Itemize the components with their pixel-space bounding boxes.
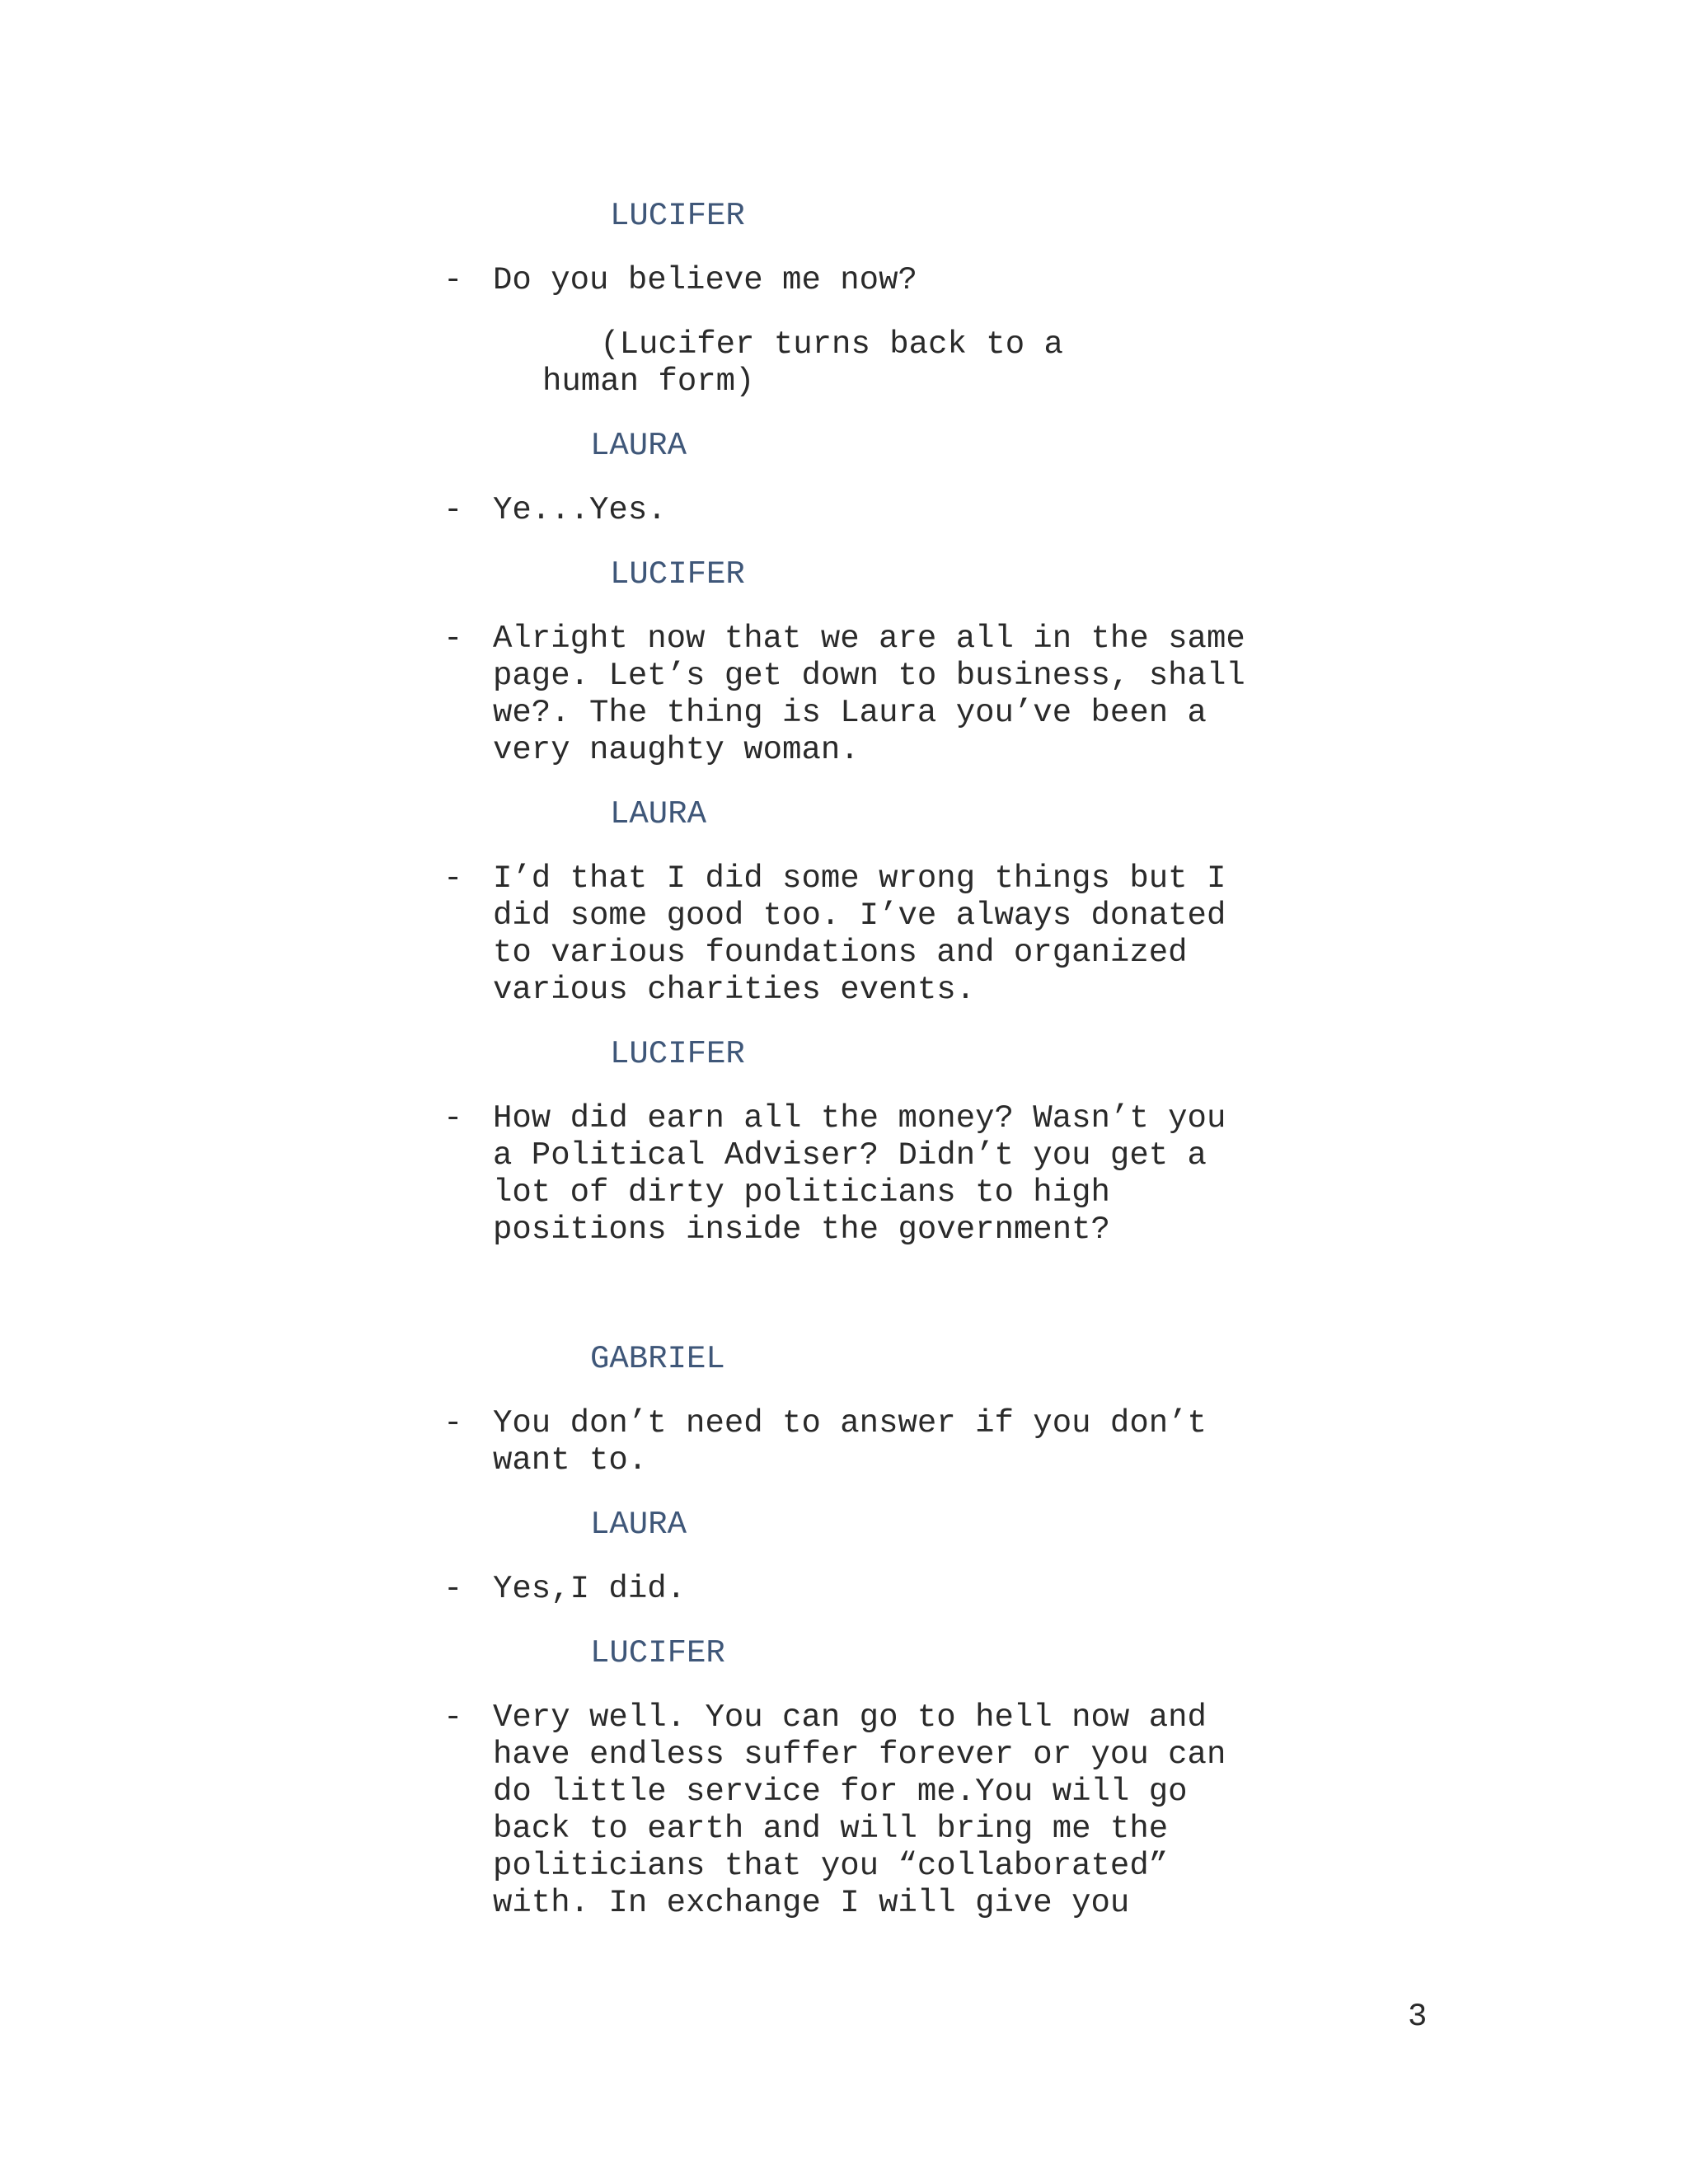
dialogue-line: politicians that you “collaborated” xyxy=(493,1848,1169,1884)
dialogue-line: very naughty woman. xyxy=(493,732,860,768)
character-name: LUCIFER xyxy=(610,556,745,593)
dialogue-line: do little service for me.You will go xyxy=(493,1774,1188,1810)
dialogue-line: How did earn all the money? Wasn’t you xyxy=(493,1100,1226,1137)
dialogue-line: want to. xyxy=(493,1442,648,1479)
character-name: LAURA xyxy=(590,428,687,464)
dialogue-line: a Political Adviser? Didn’t you get a xyxy=(493,1137,1207,1174)
dialogue-line: Do you believe me now? xyxy=(493,262,917,298)
dialogue-dash: - xyxy=(443,1571,463,1607)
dialogue-dash: - xyxy=(443,262,463,298)
dialogue-line: did some good too. I’ve always donated xyxy=(493,898,1226,934)
character-name: LAURA xyxy=(590,1507,687,1543)
dialogue-line: with. In exchange I will give you xyxy=(493,1885,1130,1921)
dialogue-line: back to earth and will bring me the xyxy=(493,1811,1169,1847)
dialogue-dash: - xyxy=(443,492,463,528)
character-name: LAURA xyxy=(610,796,707,832)
character-name: GABRIEL xyxy=(590,1341,725,1377)
page-number: 3 xyxy=(1408,1999,1428,2035)
dialogue-dash: - xyxy=(443,1699,463,1736)
dialogue-line: positions inside the government? xyxy=(493,1212,1110,1248)
dialogue-line: I’d that I did some wrong things but I xyxy=(493,860,1226,897)
dialogue-line: to various foundations and organized xyxy=(493,935,1188,971)
dialogue-line: various charities events. xyxy=(493,972,976,1008)
character-name: LUCIFER xyxy=(610,198,745,234)
dialogue-line: Yes,I did. xyxy=(493,1571,687,1607)
dialogue-dash: - xyxy=(443,1100,463,1137)
parenthetical-line: (Lucifer turns back to a xyxy=(542,326,1063,363)
dialogue-dash: - xyxy=(443,1405,463,1441)
dialogue-line: lot of dirty politicians to high xyxy=(493,1174,1110,1211)
dialogue-dash: - xyxy=(443,621,463,657)
dialogue-line: page. Let’s get down to business, shall xyxy=(493,658,1245,694)
character-name: LUCIFER xyxy=(590,1635,725,1671)
dialogue-dash: - xyxy=(443,860,463,897)
dialogue-line: Ye...Yes. xyxy=(493,492,667,528)
dialogue-line: You don’t need to answer if you don’t xyxy=(493,1405,1207,1441)
dialogue-line: Very well. You can go to hell now and xyxy=(493,1699,1207,1736)
dialogue-line: Alright now that we are all in the same xyxy=(493,621,1245,657)
dialogue-line: we?. The thing is Laura you’ve been a xyxy=(493,695,1207,731)
dialogue-line: have endless suffer forever or you can xyxy=(493,1736,1226,1773)
character-name: LUCIFER xyxy=(610,1036,745,1072)
parenthetical-line: human form) xyxy=(542,363,755,400)
